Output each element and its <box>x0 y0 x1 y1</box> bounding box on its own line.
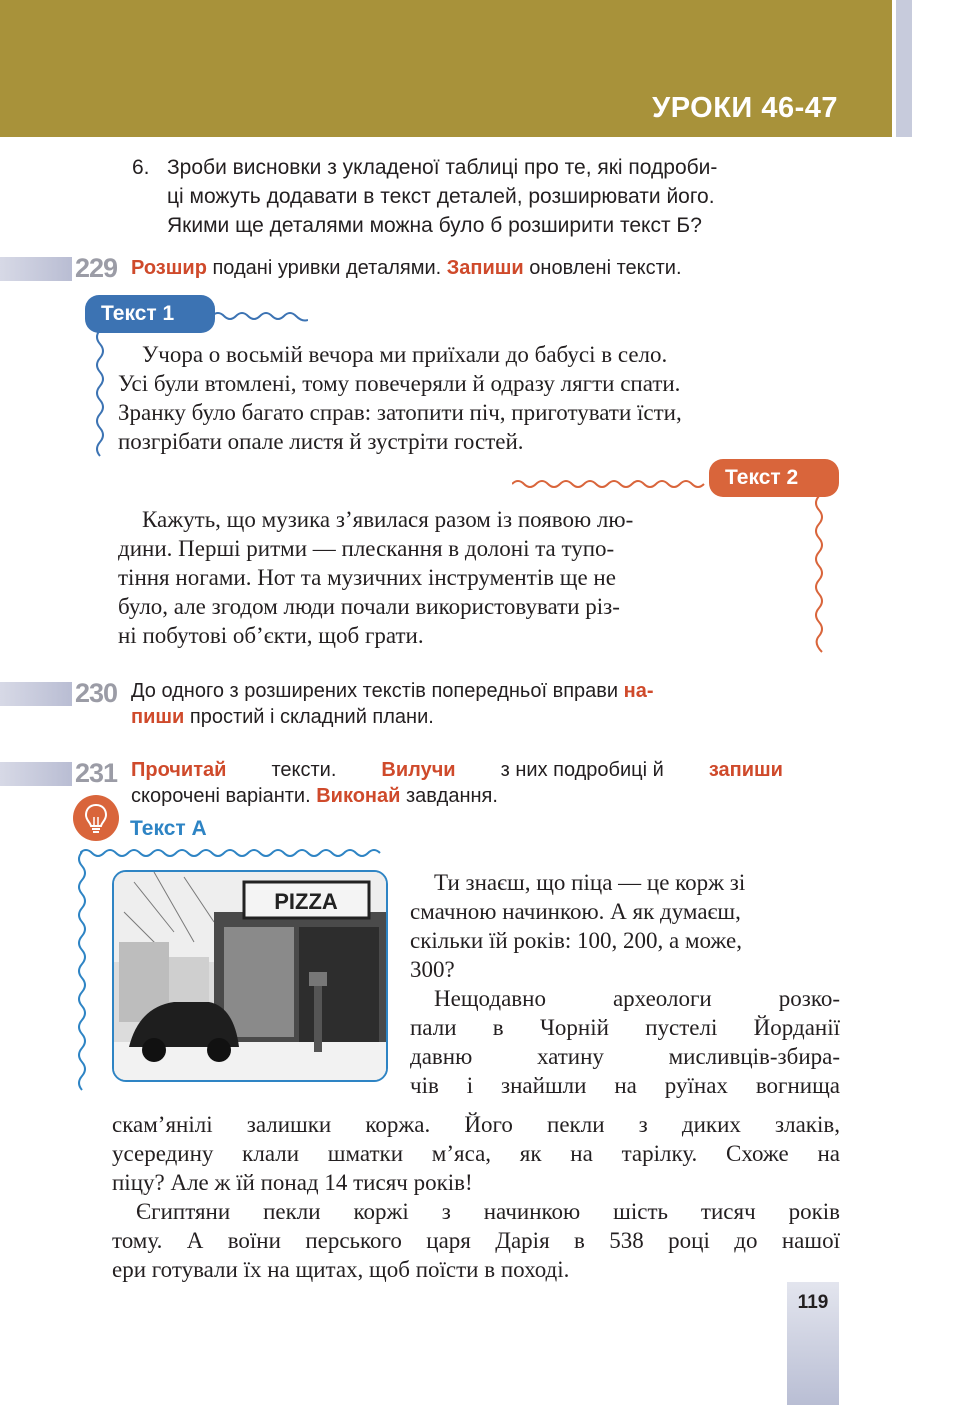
header-margin <box>912 0 963 137</box>
keyword: пиши <box>131 706 185 728</box>
lesson-title: УРОКИ 46-47 <box>652 92 838 124</box>
text-line: скам’янілі залишки коржа. Його пекли з диких злаків, <box>112 1112 840 1137</box>
text-line: ні побутові об’єкти, щоб грати. <box>118 623 424 648</box>
text-2-body <box>118 505 766 650</box>
text-1-body <box>118 340 838 456</box>
wavy-border-decoration <box>810 496 828 656</box>
text-line: тіння ногами. Нот та музичних інструментів ще не <box>118 565 616 590</box>
header-side-stripe <box>896 0 912 137</box>
text-a-right-column <box>410 868 840 1100</box>
instruction-line <box>131 678 791 704</box>
text-line: 300? <box>410 957 455 982</box>
keyword: Прочитай <box>131 759 227 781</box>
text-line: Зранку було багато справ: затопити піч, приготувати їсти, <box>118 400 682 425</box>
wavy-border-decoration <box>92 330 108 460</box>
exercise-stripe <box>0 682 72 706</box>
keyword: Вилучи <box>381 759 456 781</box>
text-line: ери готували їх на щитах, щоб поїсти в поході. <box>112 1257 570 1282</box>
text-1-badge: Текст 1 <box>85 295 215 333</box>
task-6-number: 6. <box>132 156 150 179</box>
text-line-content: Кажуть, що музика з’явилася разом із появою лю- <box>142 507 634 532</box>
text-line <box>112 1197 840 1226</box>
task-6-line: Зроби висновки з укладеної таблиці про те, які подроби- <box>167 156 718 179</box>
text-line: скільки їй років: 100, 200, а може, <box>410 928 742 953</box>
exercise-231-instruction <box>131 757 783 809</box>
keyword: Виконай <box>316 785 401 807</box>
instruction-line <box>131 757 783 783</box>
text-line <box>410 984 840 1013</box>
text-line: усередину клали шматки м’яса, як на тарілку. Схоже на <box>112 1141 840 1166</box>
text-line: смачною начинкою. А як думаєш, <box>410 899 741 924</box>
keyword: на- <box>623 680 654 702</box>
text-line: чів і знайшли на руїнах вогнища <box>410 1073 840 1098</box>
pizza-sign: PIZZA <box>274 889 338 914</box>
text-line-content: Ти знаєш, що піца — це корж зі <box>434 870 746 895</box>
exercise-number-230: 230 <box>75 678 118 708</box>
text-2-badge: Текст 2 <box>709 459 839 497</box>
instruction-line <box>131 783 783 809</box>
lightbulb-icon <box>73 795 119 841</box>
text-line: позгрібати опале листя й зустріти гостей. <box>118 429 524 454</box>
wavy-line-decoration <box>512 476 712 492</box>
keyword: Розшир <box>131 257 207 279</box>
wavy-line-decoration <box>80 845 382 861</box>
text-a-title: Текст А <box>130 817 207 840</box>
instruction-text: подані уривки деталями. <box>206 257 447 279</box>
instruction-line <box>131 704 791 730</box>
page-number: 119 <box>797 1292 829 1313</box>
exercise-number-229: 229 <box>75 253 118 283</box>
instruction-text: простий і складний плани. <box>184 706 434 728</box>
instruction-text: До одного з розширених текстів попередньої вправи <box>131 680 624 702</box>
text-line: було, але згодом люди почали використовувати різ- <box>118 594 620 619</box>
instruction-text: з них подробиці й <box>500 759 664 781</box>
exercise-229-instruction <box>131 255 831 281</box>
exercise-stripe <box>0 257 72 281</box>
keyword: Запиши <box>446 257 524 279</box>
text-line: дини. Перші ритми — плескання в долоні та тупо- <box>118 536 615 561</box>
wavy-border-decoration <box>74 852 90 1092</box>
exercise-stripe <box>0 762 72 786</box>
text-a-body <box>112 1110 840 1284</box>
exercise-number-231: 231 <box>75 758 118 788</box>
instruction-text: завдання. <box>400 785 498 807</box>
exercise-230-instruction <box>131 678 791 730</box>
task-6 <box>132 153 832 240</box>
keyword: запиши <box>708 759 783 781</box>
text-line-content: Єгиптяни пекли коржі з начинкою шість тисяч років <box>136 1199 840 1224</box>
text-line: Усі були втомлені, тому повечеряли й одразу лягти спати. <box>118 371 681 396</box>
text-line <box>118 505 766 534</box>
text-line: давню хатину мисливців-збира- <box>410 1044 840 1069</box>
text-line <box>118 340 838 369</box>
instruction-text: оновлені тексти. <box>523 257 682 279</box>
task-6-line: ці можуть додавати в текст деталей, розширювати його. <box>167 185 715 208</box>
text-line <box>410 868 840 897</box>
text-line: піцу? Але ж їй понад 14 тисяч років! <box>112 1170 473 1195</box>
task-6-text <box>167 153 832 240</box>
text-line-content: Нещодавно археологи розко- <box>434 986 840 1011</box>
text-line: тому. А воїни перського царя Дарія в 538 році до нашої <box>112 1228 840 1253</box>
instruction-text: тексти. <box>271 759 337 781</box>
pizza-shop-photo <box>112 870 388 1082</box>
instruction-text: скорочені варіанти. <box>131 785 317 807</box>
task-6-line: Якими ще деталями можна було б розширити текст Б? <box>167 214 702 237</box>
text-line: пали в Чорній пустелі Йорданії <box>410 1015 840 1040</box>
wavy-line-decoration <box>212 306 308 326</box>
text-line-content: Учора о восьмій вечора ми приїхали до бабусі в село. <box>142 342 668 367</box>
